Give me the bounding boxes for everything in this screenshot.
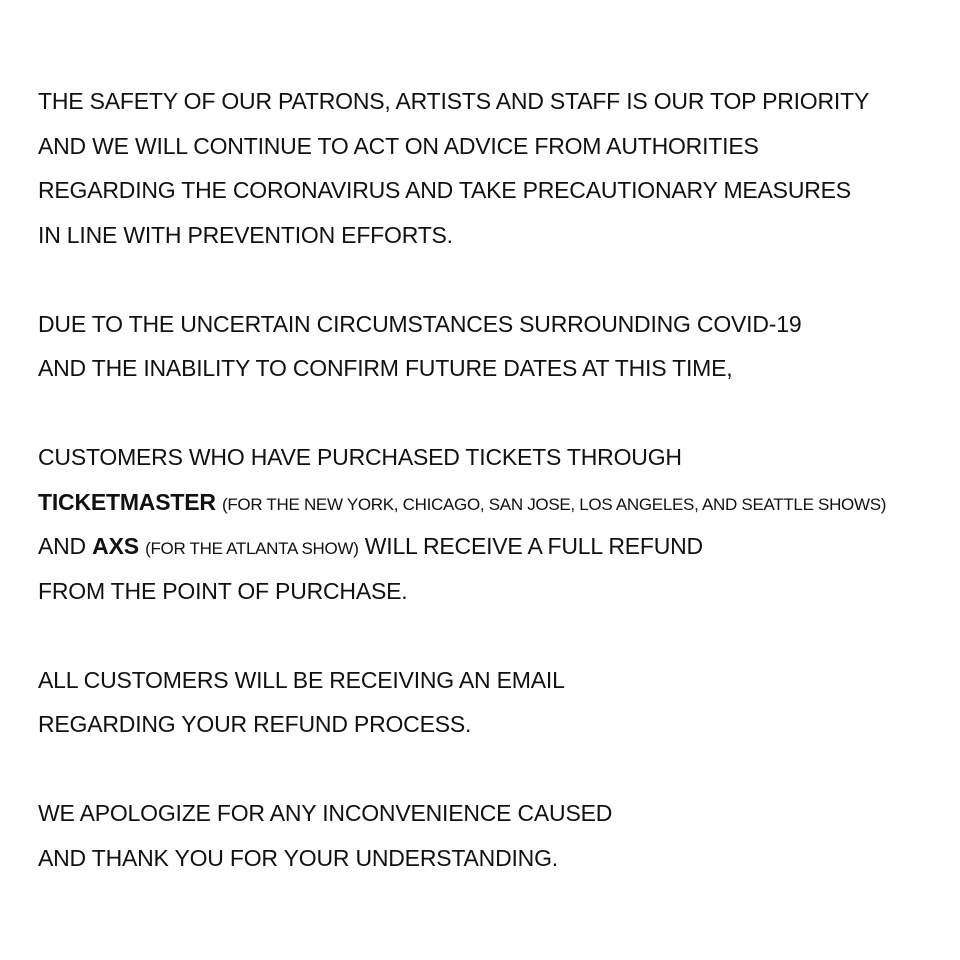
apology-line-1: WE APOLOGIZE FOR ANY INCONVENIENCE CAUSED — [38, 800, 613, 826]
covid-line-2: AND THE INABILITY TO CONFIRM FUTURE DATES AT THIS TIME, — [38, 355, 733, 381]
paragraph-spacer — [38, 753, 948, 798]
safety-line-3: REGARDING THE CORONAVIRUS AND TAKE PRECAUTIONARY MEASURES — [38, 177, 851, 203]
paragraph-spacer — [38, 263, 948, 308]
ticketmaster-name: TICKETMASTER — [38, 488, 216, 515]
safety-line-2: AND WE WILL CONTINUE TO ACT ON ADVICE FROM AUTHORITIES — [38, 132, 759, 159]
refund-line-4: FROM THE POINT OF PURCHASE. — [38, 577, 408, 604]
paragraph-spacer — [38, 397, 948, 442]
safety-paragraph — [38, 85, 948, 263]
email-line-2: REGARDING YOUR REFUND PROCESS. — [38, 711, 472, 737]
and-label: AND — [38, 533, 86, 559]
email-line-1: ALL CUSTOMERS WILL BE RECEIVING AN EMAIL — [38, 666, 565, 693]
ticketmaster-note: (FOR THE NEW YORK, CHICAGO, SAN JOSE, LOS ANGELES, AND SEATTLE SHOWS) — [221, 494, 887, 514]
axs-note: (FOR THE ATLANTA SHOW) — [145, 539, 359, 558]
covid-paragraph — [38, 308, 948, 397]
refund-paragraph — [38, 441, 948, 619]
paragraph-spacer — [38, 619, 948, 664]
refund-notice — [38, 85, 948, 886]
covid-line-1: DUE TO THE UNCERTAIN CIRCUMSTANCES SURROUNDING COVID-19 — [38, 310, 802, 337]
full-refund-text: WILL RECEIVE A FULL REFUND — [364, 533, 703, 559]
refund-line-1: CUSTOMERS WHO HAVE PURCHASED TICKETS THROUGH — [38, 444, 682, 470]
safety-line-1: THE SAFETY OF OUR PATRONS, ARTISTS AND STAFF IS OUR TOP PRIORITY — [38, 88, 870, 114]
apology-paragraph — [38, 797, 948, 886]
refund-line-3 — [38, 530, 948, 575]
axs-name: AXS — [92, 533, 139, 559]
refund-line-2 — [38, 486, 948, 531]
email-paragraph — [38, 664, 948, 753]
apology-line-2: AND THANK YOU FOR YOUR UNDERSTANDING. — [38, 844, 558, 871]
safety-line-4: IN LINE WITH PREVENTION EFFORTS. — [38, 221, 453, 248]
